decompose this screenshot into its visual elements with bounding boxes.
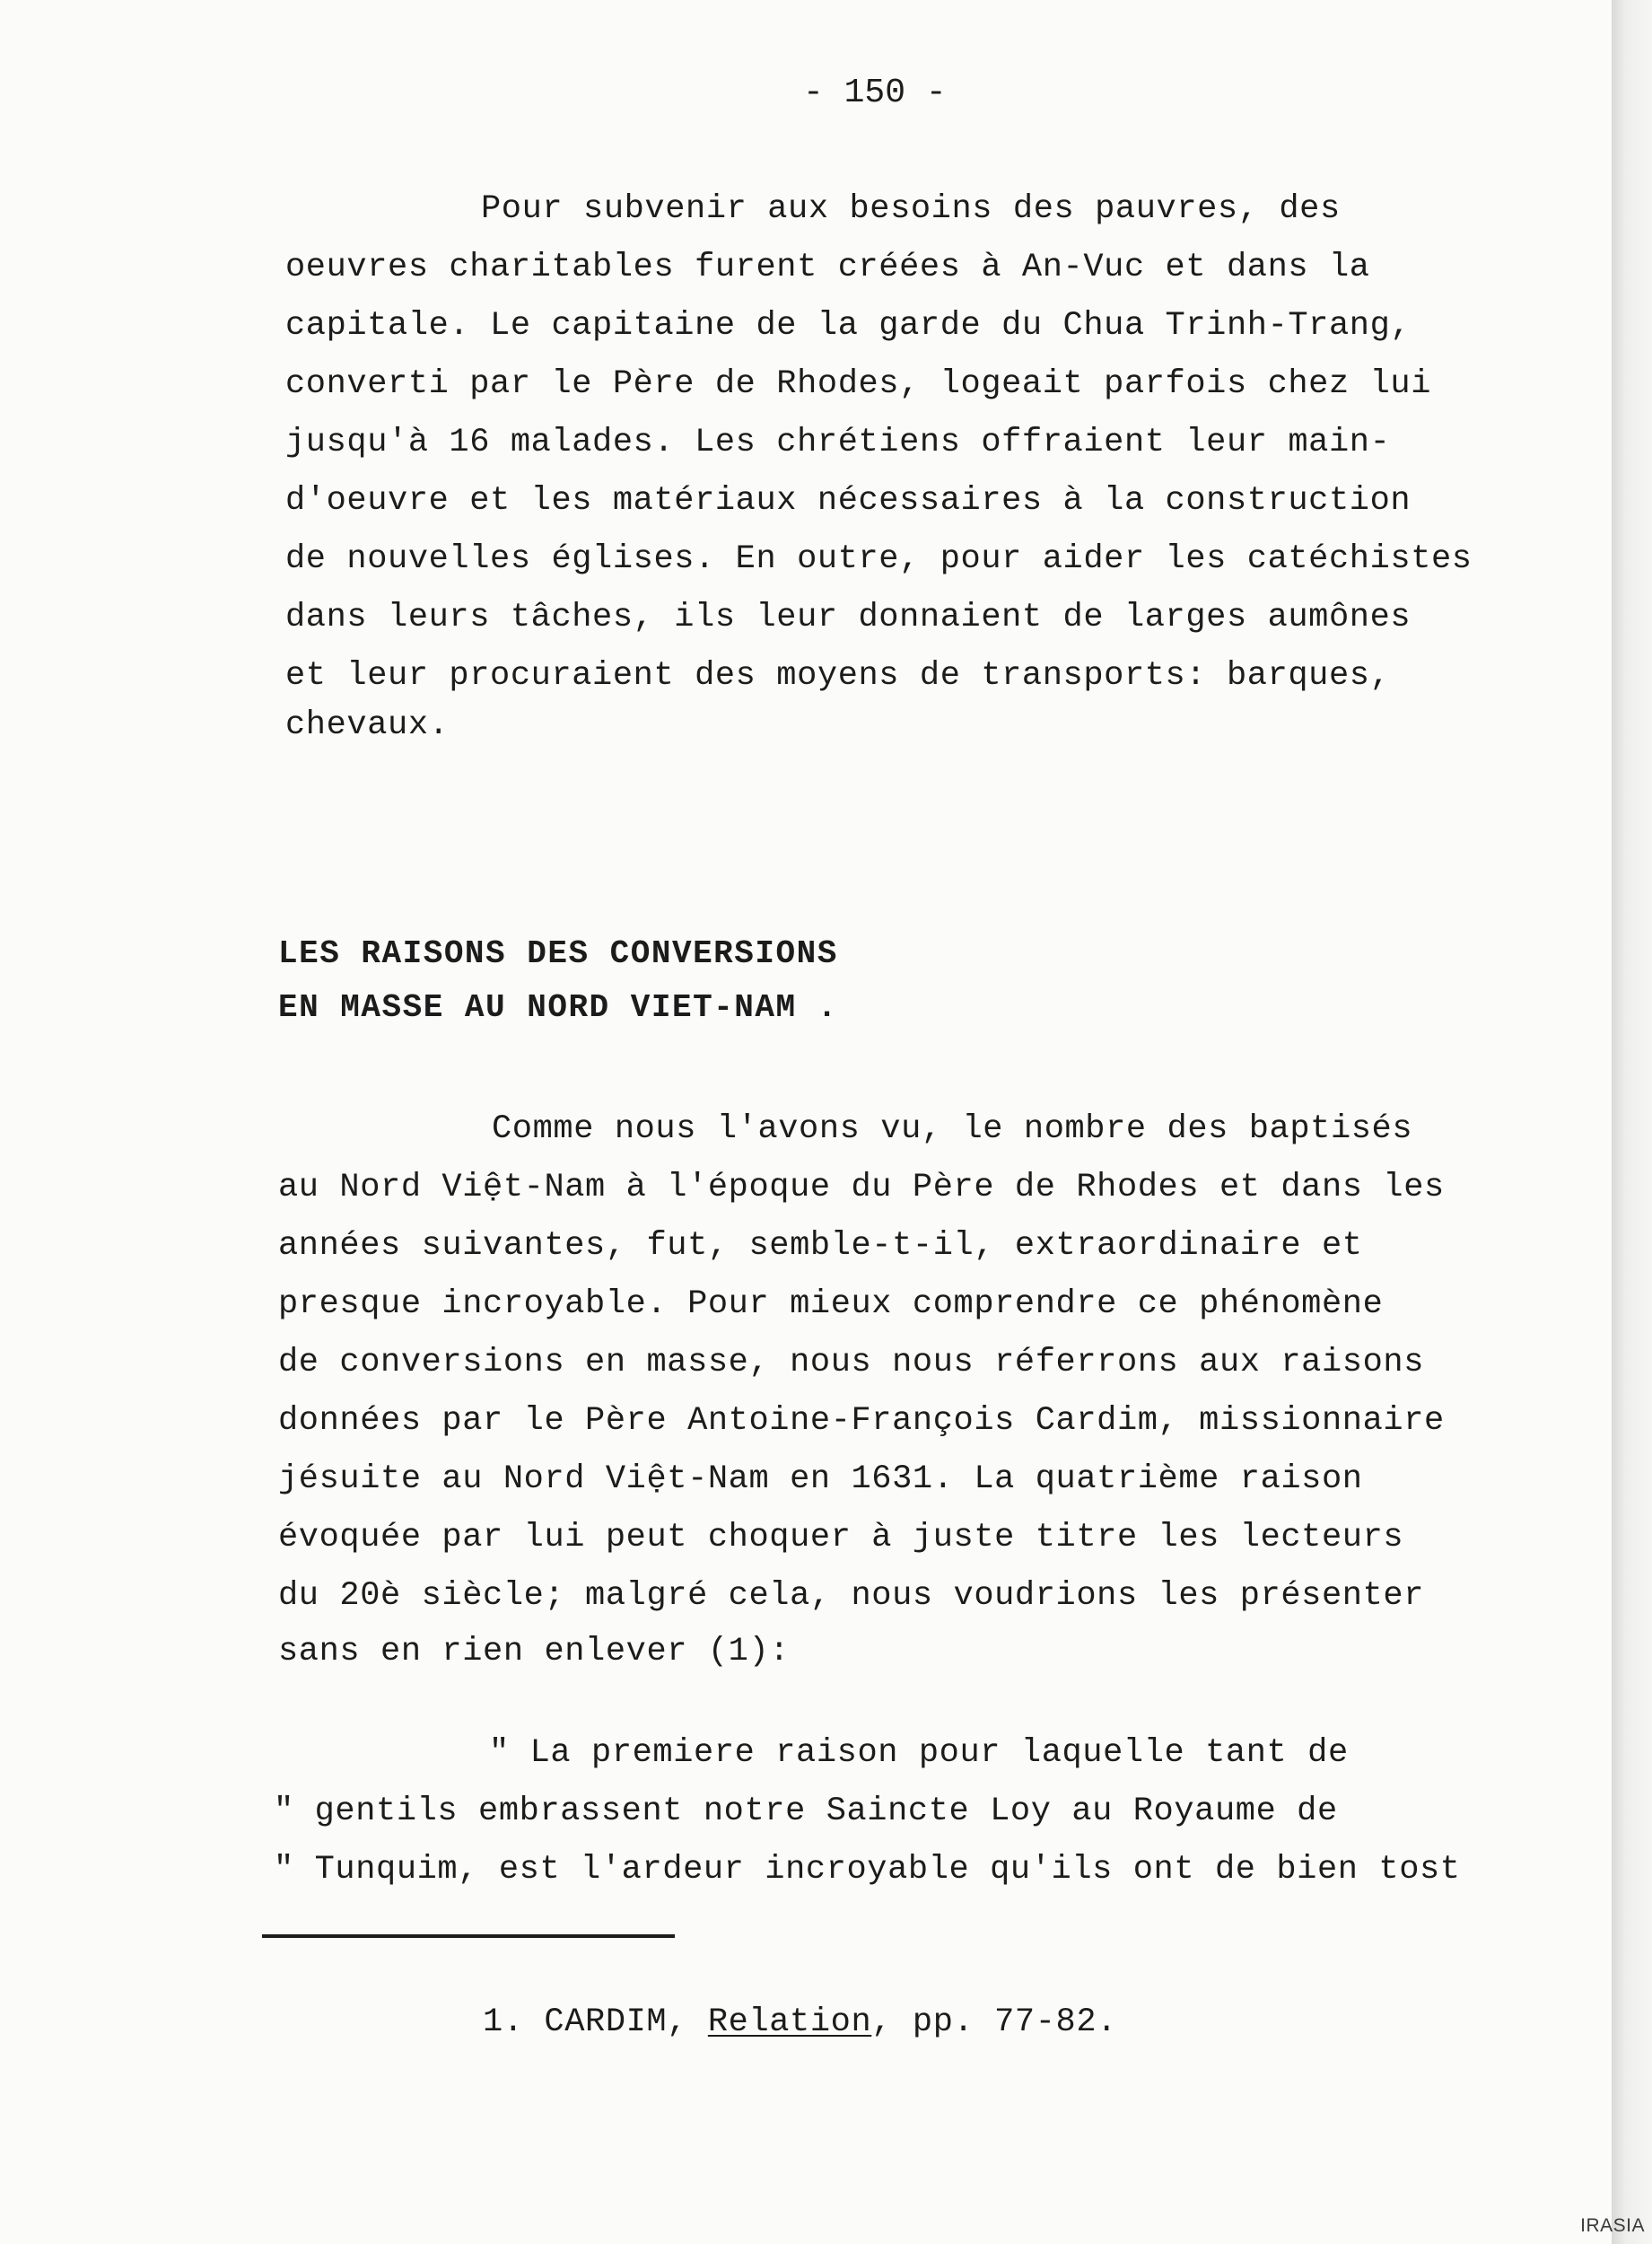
- paragraph1-line: capitale. Le capitaine de la garde du Chua Trinh-Trang,: [285, 307, 1412, 345]
- paragraph2-line: au Nord Việt-Nam à l'époque du Père de Rhodes et dans les: [278, 1169, 1445, 1206]
- page-number: - 150 -: [803, 74, 947, 112]
- paragraph1-line: oeuvres charitables furent créées à An-Vuc et dans la: [285, 249, 1370, 286]
- paragraph1-line: de nouvelles églises. En outre, pour aider les catéchistes: [285, 540, 1473, 578]
- paragraph1-line: dans leurs tâches, ils leur donnaient de larges aumônes: [285, 599, 1412, 636]
- paragraph1-line: d'oeuvre et les matériaux nécessaires à la construction: [285, 482, 1412, 520]
- source-watermark: IRASIA: [1580, 2215, 1645, 2236]
- footnote: [483, 2003, 1117, 2041]
- paragraph1-line: converti par le Père de Rhodes, logeait parfois chez lui: [285, 365, 1432, 403]
- footnote-title: Relation: [707, 2003, 872, 2041]
- paragraph1-line: jusqu'à 16 malades. Les chrétiens offraient leur main-: [285, 424, 1391, 461]
- paragraph2-line: jésuite au Nord Việt-Nam en 1631. La quatrième raison: [278, 1460, 1363, 1498]
- paragraph2-line: évoquée par lui peut choquer à juste titre les lecteurs: [278, 1519, 1404, 1556]
- paragraph2-line: presque incroyable. Pour mieux comprendre ce phénomène: [278, 1285, 1384, 1323]
- section-heading-line2: EN MASSE AU NORD VIET-NAM .: [278, 989, 838, 1026]
- paragraph2-line: Comme nous l'avons vu, le nombre des baptisés: [492, 1110, 1413, 1148]
- paragraph2-line: années suivantes, fut, semble-t-il, extraordinaire et: [278, 1227, 1363, 1265]
- paragraph2-line: de conversions en masse, nous nous réferrons aux raisons: [278, 1344, 1425, 1381]
- quote-line: " La premiere raison pour laquelle tant de: [489, 1734, 1349, 1772]
- quote-line: " gentils embrassent notre Saincte Loy au Royaume de: [274, 1793, 1338, 1830]
- section-heading-line1: LES RAISONS DES CONVERSIONS: [278, 935, 838, 972]
- footnote-suffix: , pp. 77-82.: [871, 2003, 1117, 2041]
- paragraph1-line: Pour subvenir aux besoins des pauvres, des: [481, 190, 1341, 228]
- page-edge-shadow: [1612, 0, 1652, 2244]
- quote-line: " Tunquim, est l'ardeur incroyable qu'ils ont de bien tost: [274, 1851, 1461, 1889]
- paragraph1-line: et leur procuraient des moyens de transports: barques,: [285, 657, 1391, 695]
- paragraph1-line: chevaux.: [285, 706, 450, 744]
- paragraph2-line: sans en rien enlever (1):: [278, 1633, 791, 1670]
- footnote-separator: [262, 1934, 675, 1938]
- paragraph2-line: données par le Père Antoine-François Cardim, missionnaire: [278, 1402, 1445, 1440]
- paragraph2-line: du 20è siècle; malgré cela, nous voudrions les présenter: [278, 1577, 1425, 1615]
- footnote-prefix: 1. CARDIM,: [483, 2003, 708, 2041]
